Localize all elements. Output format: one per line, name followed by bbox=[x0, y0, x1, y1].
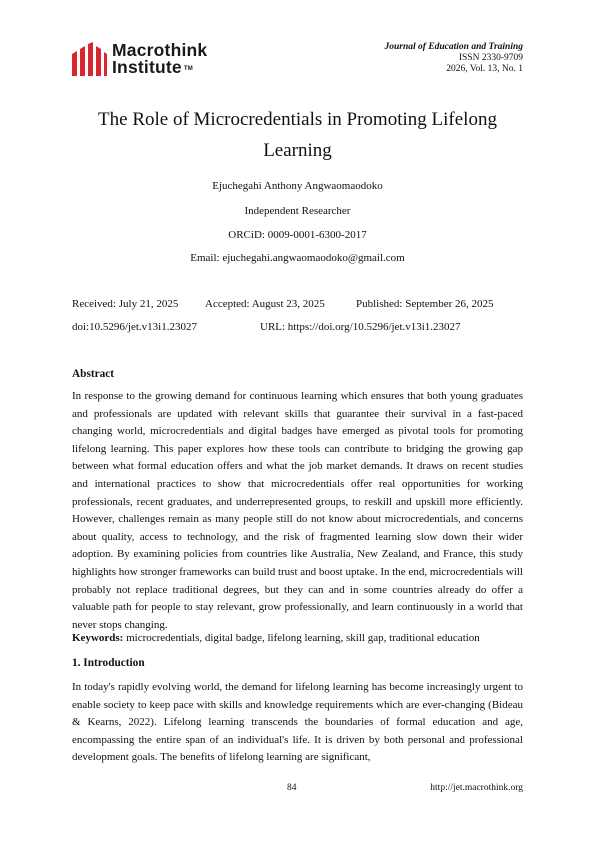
journal-name: Journal of Education and Training bbox=[384, 42, 523, 52]
paper-title bbox=[72, 104, 523, 166]
journal-issn: ISSN 2330-9709 bbox=[458, 53, 523, 63]
keywords bbox=[72, 632, 532, 644]
author-affiliation: Independent Researcher bbox=[244, 205, 351, 217]
journal-volume: 2026, Vol. 13, No. 1 bbox=[446, 64, 523, 74]
doi[interactable]: doi:10.5296/jet.v13i1.23027 bbox=[72, 321, 197, 333]
title-line-2: Learning bbox=[263, 140, 332, 161]
journal-site-link[interactable]: http://jet.macrothink.org bbox=[430, 783, 523, 793]
keywords-list: microcredentials, digital badge, lifelong learning, skill gap, traditional education bbox=[123, 632, 480, 644]
intro-text: In today's rapidly evolving world, the demand for lifelong learning has become increasingly urgent to enable society to keep pace with skills and knowledge requirements which are ever-changing (Bideau & Kearns, 2022). Lifelong learning transcends the boundaries of formal education and age, encompassing the entire span of an individual's life. It is driven by both personal and professional development goals. The benefits of lifelong learning are significant, bbox=[72, 681, 523, 764]
author-name: Ejuchegahi Anthony Angwaomaodoko bbox=[212, 180, 383, 192]
accepted-date: Accepted: August 23, 2025 bbox=[205, 298, 325, 310]
published-date: Published: September 26, 2025 bbox=[356, 298, 494, 310]
abstract-heading: Abstract bbox=[72, 368, 115, 380]
logo-wordmark bbox=[112, 42, 207, 76]
intro-heading: 1. Introduction bbox=[72, 657, 145, 669]
journal-info bbox=[385, 42, 524, 75]
trademark-mark: TM bbox=[183, 66, 193, 72]
publisher-logo bbox=[72, 42, 232, 82]
received-date: Received: July 21, 2025 bbox=[72, 298, 179, 310]
logo-line-1: Macrothink bbox=[112, 40, 208, 60]
doi-url[interactable]: URL: https://doi.org/10.5296/jet.v13i1.23027 bbox=[260, 321, 461, 333]
macrothink-logo-icon bbox=[72, 42, 108, 78]
abstract-text: In response to the growing demand for continuous learning which ensures that both young graduates and professionals are updated with relevant skills that guarantee their survival in a fast-paced changing world, microcredentials and digital badges have emerged as pivotal tools for promoting lifelong learning. This paper explores how these tools can contribute to bridging the growing gap between what formal education offers and what the job market demands. It draws on recent studies and international practices to show that microcredentials offer real opportunities for working professionals, recent graduates, and underrepresented groups, to reskill and upskill more efficiently. However, challenges remain as many people still do not know about microcredentials, and concerns about quality, access to technology, and the risk of fragmented learning slow down their wider adoption. By examining policies from countries like Australia, New Zealand, and France, this study highlights how stronger frameworks can build trust and boost uptake. In the end, microcredentials will probably not replace traditional degrees, but they can and in some countries already do offer a valuable path for people to stay relevant, grow professionally, and learn continuously in a world that never stops changing. bbox=[72, 390, 523, 631]
title-line-1: The Role of Microcredentials in Promoting Lifelong bbox=[98, 109, 497, 130]
logo-line-2: Institute ™ bbox=[112, 57, 193, 77]
page-number: 84 bbox=[287, 783, 297, 793]
author-orcid[interactable]: ORCiD: 0009-0001-6300-2017 bbox=[228, 229, 367, 241]
author-email[interactable]: Email: ejuchegahi.angwaomaodoko@gmail.com bbox=[190, 252, 405, 264]
keywords-label: Keywords: bbox=[72, 632, 124, 644]
